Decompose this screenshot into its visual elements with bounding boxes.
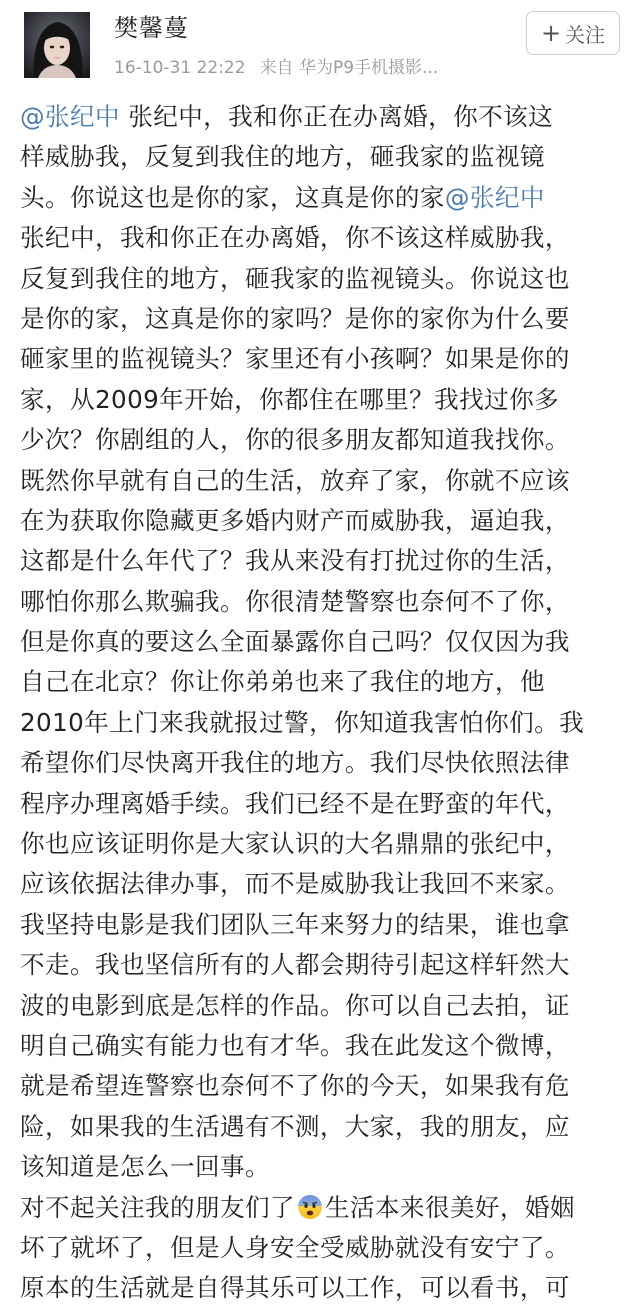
post-text: 张纪中，我和你正在办离婚，你不该这样威胁我， (20, 223, 570, 253)
post-text: 但是你真的要这么全面暴露你自己吗？仅仅因为我 (20, 627, 570, 657)
follow-button[interactable] (526, 11, 620, 55)
post-line (20, 743, 624, 783)
post-text: 少次？你剧组的人，你的很多朋友都知道我找你。 (20, 425, 570, 455)
post-line (20, 824, 624, 864)
post-text: 哪怕你那么欺骗我。你很清楚警察也奈何不了你， (20, 586, 570, 616)
post-line (20, 380, 624, 420)
post-line (20, 864, 624, 904)
post-text: 自己在北京？你让你弟弟也来了我住的地方，他 (20, 667, 545, 697)
post-text: 对不起关注我的朋友们了 (20, 1192, 295, 1222)
post-line (20, 1026, 624, 1066)
post-text: 你也应该证明你是大家认识的大名鼎鼎的张纪中， (20, 829, 570, 859)
post-text: 是你的家，这真是你的家吗？是你的家你为什么要 (20, 303, 570, 333)
plus-icon: + (540, 19, 562, 47)
post-text: 该知道是怎么一回事。 (20, 1152, 270, 1182)
post-line (20, 986, 624, 1026)
post-text: 应该依据法律办事，而不是威胁我让我回不来家。 (20, 869, 570, 899)
post-body (20, 97, 624, 1309)
post-line (20, 703, 624, 743)
post-text: 既然你早就有自己的生活，放弃了家，你就不应该 (20, 465, 570, 495)
post-text: 险，如果我的生活遇有不测，大家，我的朋友，应 (20, 1111, 570, 1141)
post-line (20, 1188, 624, 1228)
post-line (20, 137, 624, 177)
post-line (20, 420, 624, 460)
mention-link[interactable]: @张纪中 (444, 182, 545, 212)
post-line (20, 501, 624, 541)
post-line (20, 218, 624, 258)
mention-link[interactable]: @张纪中 (20, 102, 120, 131)
post-text: 在为获取你隐藏更多婚内财产而威胁我，逼迫我， (20, 505, 570, 535)
follow-label: 关注 (565, 22, 606, 47)
post-line (20, 1268, 624, 1308)
post-text: 生活本来很美好，婚姻 (324, 1192, 575, 1222)
post-line (20, 97, 624, 137)
username[interactable]: 樊馨蔓 (114, 14, 189, 42)
post-line (20, 582, 624, 622)
post-text: 砸家里的监视镜头？家里还有小孩啊？如果是你的 (20, 344, 570, 374)
post-line (20, 339, 624, 379)
post-line (20, 1147, 624, 1187)
post-text: 样威胁我，反复到我住的地方，砸我家的监视镜 (20, 142, 545, 172)
post-text: 程序办理离婚手续。我们已经不是在野蛮的年代， (20, 788, 570, 818)
post-text: 反复到我住的地方，砸我家的监视镜头。你说这也 (20, 263, 570, 293)
post-text: 明自己确实有能力也有才华。我在此发这个微博， (20, 1030, 570, 1060)
post-text: 不走。我也坚信所有的人都会期待引起这样轩然大 (20, 950, 570, 980)
post-text: 头。你说这也是你的家，这真是你的家 (20, 182, 445, 212)
post-text: 张纪中，我和你正在办离婚，你不该这 (119, 102, 554, 131)
post-header (0, 0, 640, 86)
post-text: 原本的生活就是自得其乐可以工作，可以看书，可 (20, 1273, 570, 1303)
post-line (20, 622, 624, 662)
post-text: 家，从2009年开始，你都住在哪里？我找过你多 (20, 384, 560, 414)
post-line (20, 1066, 624, 1106)
post-line (20, 299, 624, 339)
avatar-image (24, 12, 90, 78)
post-line (20, 945, 624, 985)
post-line (20, 178, 624, 218)
post-date: 16-10-31 22:22 (114, 58, 246, 78)
post-line (20, 259, 624, 299)
post-line (20, 1228, 624, 1268)
post-text: 我坚持电影是我们团队三年来努力的结果，谁也拿 (20, 909, 570, 939)
post-source[interactable]: 来自 华为P9手机摄影... (259, 58, 439, 78)
fearful-face-emoji-icon (297, 1192, 323, 1218)
post-line (20, 461, 624, 501)
post-text: 希望你们尽快离开我住的地方。我们尽快依照法律 (20, 748, 570, 778)
post-text: 坏了就坏了，但是人身安全受威胁就没有安宁了。 (20, 1232, 570, 1262)
post-text: 2010年上门来我就报过警，你知道我害怕你们。我 (20, 707, 585, 737)
post-text: 这都是什么年代了？我从来没有打扰过你的生活， (20, 546, 570, 576)
post-line (20, 905, 624, 945)
post-line (20, 541, 624, 581)
post-text: 就是希望连警察也奈何不了你的今天，如果我有危 (20, 1071, 570, 1101)
post-line (20, 1107, 624, 1147)
avatar[interactable] (24, 12, 90, 78)
post-meta (114, 56, 438, 80)
post-text: 波的电影到底是怎样的作品。你可以自己去拍，证 (20, 990, 570, 1020)
post-line (20, 784, 624, 824)
post-line (20, 662, 624, 702)
